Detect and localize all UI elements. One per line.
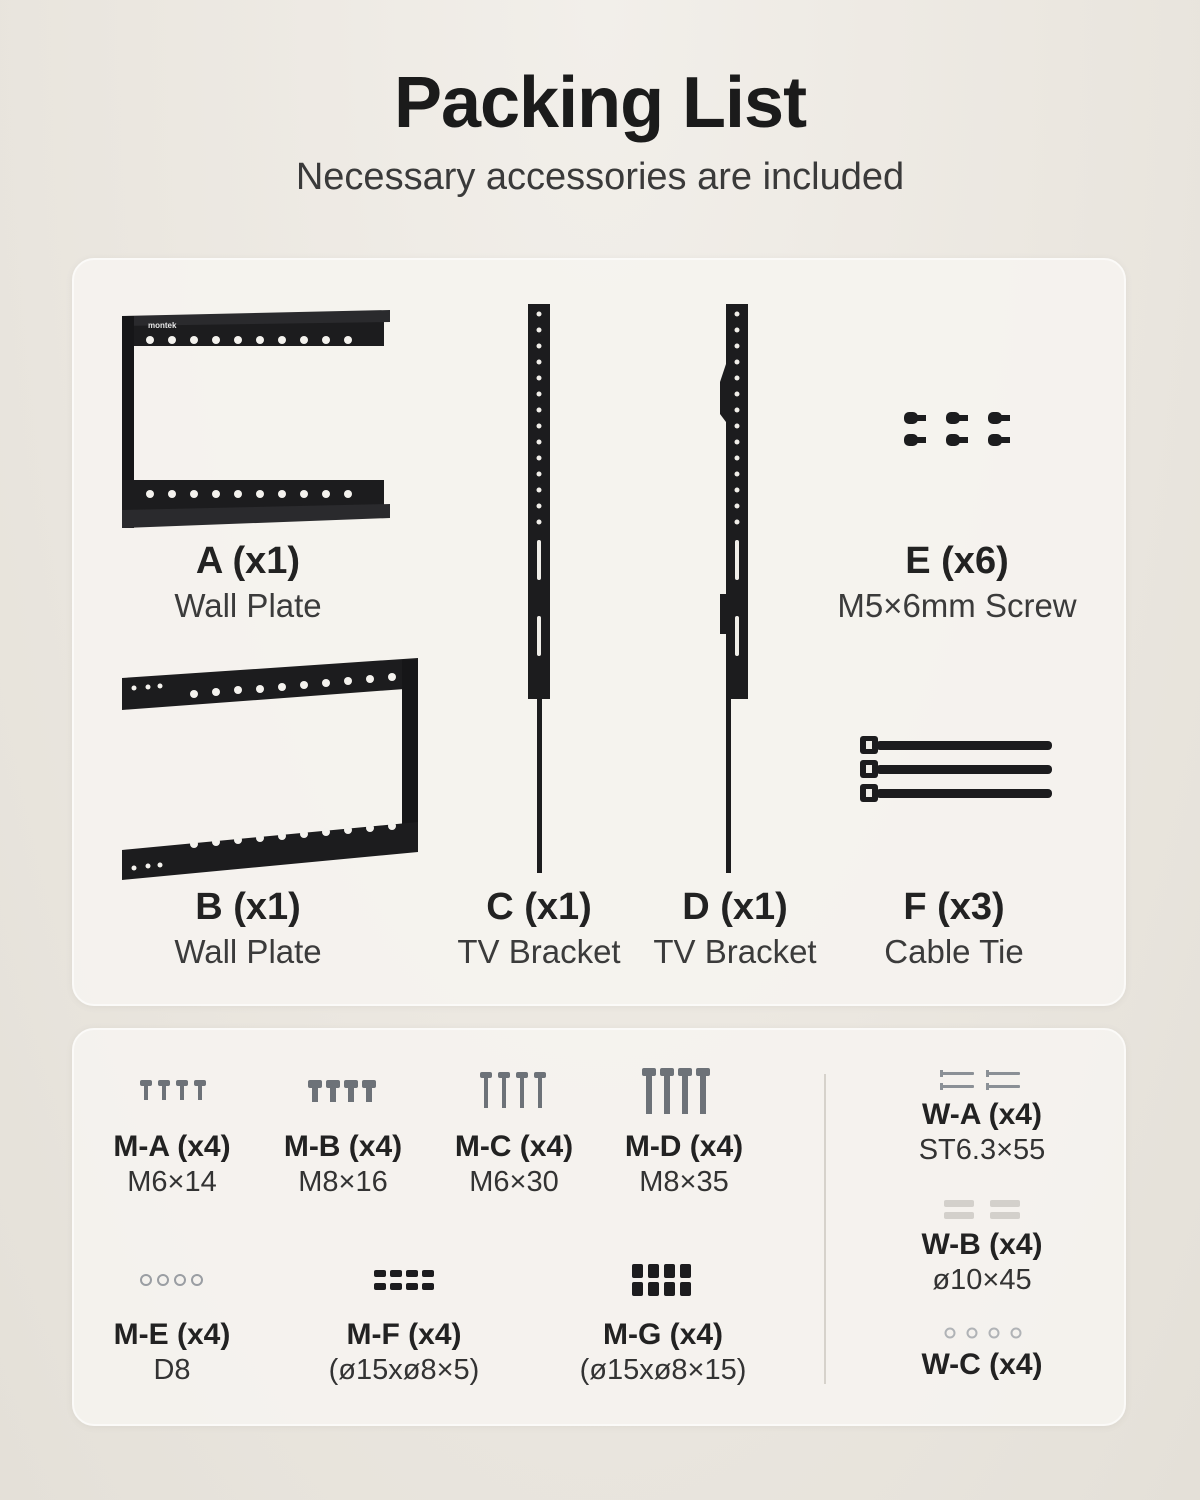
- item-e-label: E (x6) M5×6mm Screw: [837, 540, 1077, 624]
- hardware-divider: [824, 1074, 826, 1384]
- hardware-w-c: W-C (x4): [921, 1348, 1043, 1381]
- wall-plate-b-image: [120, 654, 422, 886]
- hardware-m-f: M-F (x4) (ø15xø8×5): [328, 1318, 480, 1386]
- spacer-m-g-icon: [630, 1262, 696, 1298]
- washer-w-c-icon: [942, 1326, 1026, 1340]
- lag-bolt-w-a-icon: [938, 1070, 1024, 1092]
- hardware-m-d: M-D (x4) M8×35: [624, 1130, 744, 1198]
- page-title: Packing List: [393, 63, 807, 143]
- screw-m-c-icon: [478, 1070, 548, 1110]
- item-a-label: A (x1) Wall Plate: [174, 540, 322, 624]
- hardware-panel: [72, 1028, 1126, 1426]
- hardware-m-a: M-A (x4) M6×14: [113, 1130, 231, 1198]
- hardware-m-e: M-E (x4) D8: [113, 1318, 231, 1386]
- item-d-label: D (x1) TV Bracket: [653, 886, 817, 970]
- main-parts-panel: [72, 258, 1126, 1006]
- screw-m-a-icon: [138, 1078, 208, 1102]
- tv-bracket-c-image: [524, 304, 554, 876]
- hardware-m-b: M-B (x4) M8×16: [283, 1130, 403, 1198]
- anchor-w-b-icon: [942, 1198, 1024, 1222]
- item-f-label: F (x3) Cable Tie: [884, 886, 1024, 970]
- wall-plate-a-image: [120, 308, 396, 530]
- tv-bracket-d-image: [718, 304, 752, 876]
- cable-tie-f-image: [858, 732, 1054, 808]
- hardware-m-g: M-G (x4) (ø15xø8×15): [579, 1318, 747, 1386]
- screw-e-image: [900, 404, 1016, 456]
- screw-m-d-icon: [640, 1066, 712, 1116]
- item-c-label: C (x1) TV Bracket: [457, 886, 621, 970]
- hardware-w-a: W-A (x4) ST6.3×55: [918, 1098, 1046, 1166]
- item-b-label: B (x1) Wall Plate: [174, 886, 322, 970]
- washer-m-e-icon: [138, 1272, 206, 1288]
- hardware-m-c: M-C (x4) M6×30: [454, 1130, 574, 1198]
- spacer-m-f-icon: [372, 1268, 438, 1294]
- brand-logo: montek: [148, 321, 177, 330]
- screw-m-b-icon: [306, 1078, 378, 1104]
- page-subtitle: Necessary accessories are included: [295, 156, 905, 198]
- hardware-w-b: W-B (x4) ø10×45: [921, 1228, 1043, 1296]
